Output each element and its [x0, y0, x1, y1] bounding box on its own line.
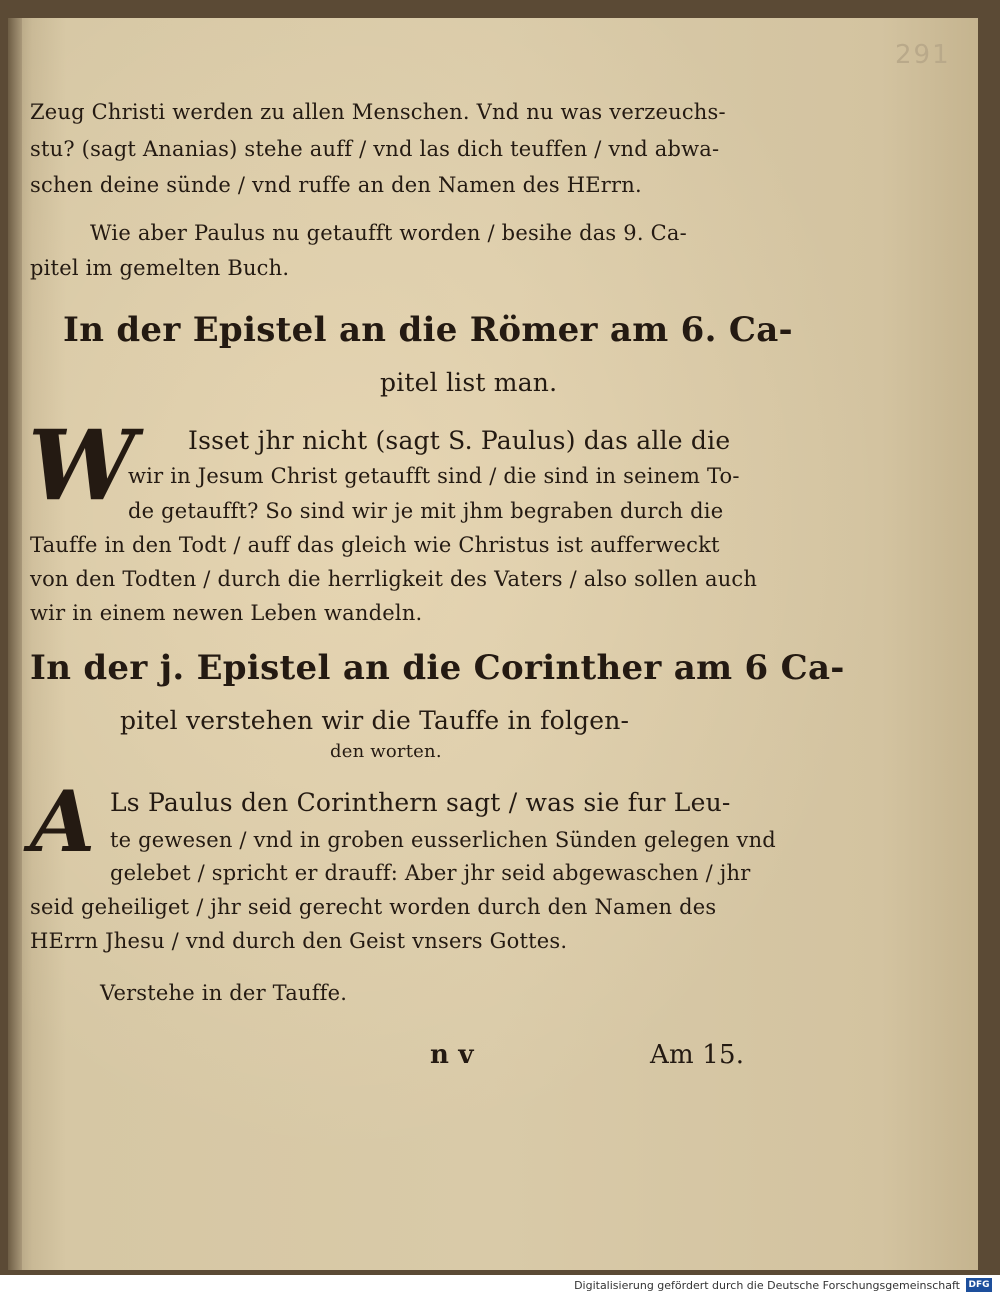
text-line: wir in Jesum Christ getaufft sind / die sind in seinem To-: [128, 464, 740, 488]
book-page: [8, 18, 978, 1270]
text-line: te gewesen / vnd in groben eusserlichen Sünden gelegen vnd: [110, 828, 776, 852]
text-line: seid geheiliget / jhr seid gerecht worden durch den Namen des: [30, 895, 717, 919]
drop-cap-initial: W: [28, 409, 136, 522]
text-line: HErrn Jhesu / vnd durch den Geist vnsers Gottes.: [30, 929, 568, 953]
text-line: Isset jhr nicht (sagt S. Paulus) das alle die: [188, 426, 731, 455]
section-heading: In der Epistel an die Römer am 6. Ca-: [63, 310, 793, 350]
text-line: Wie aber Paulus nu getaufft worden / besihe das 9. Ca-: [90, 221, 687, 245]
text-line: gelebet / spricht er drauff: Aber jhr seid abgewaschen / jhr: [110, 861, 751, 885]
text-line: de getaufft? So sind wir je mit jhm begraben durch die: [128, 499, 724, 523]
dfg-logo: DFG: [966, 1278, 992, 1292]
section-heading: In der j. Epistel an die Corinther am 6 Ca-: [30, 648, 845, 688]
text-line: Tauffe in den Todt / auff das gleich wie Christus ist aufferweckt: [30, 533, 720, 557]
section-heading: pitel verstehen wir die Tauffe in folgen-: [120, 706, 630, 735]
text-line: wir in einem newen Leben wandeln.: [30, 601, 423, 625]
section-heading: pitel list man.: [380, 368, 558, 397]
text-line: von den Todten / durch die herrligkeit des Vaters / also sollen auch: [30, 567, 758, 591]
text-line: pitel im gemelten Buch.: [30, 256, 290, 280]
funding-credit: Digitalisierung gefördert durch die Deutsche Forschungsgemeinschaft: [574, 1279, 960, 1292]
footer-bar: [0, 1275, 1000, 1297]
section-heading: den worten.: [330, 741, 442, 762]
text-line: Ls Paulus den Corinthern sagt / was sie fur Leu-: [110, 788, 731, 817]
closing-line: Verstehe in der Tauffe.: [100, 981, 348, 1005]
drop-cap-initial: A: [30, 772, 96, 871]
text-line: stu? (sagt Ananias) stehe auff / vnd las dich teuffen / vnd abwa-: [30, 137, 720, 161]
folio-number: 291: [895, 40, 951, 70]
text-line: schen deine sünde / vnd ruffe an den Namen des HErrn.: [30, 173, 642, 197]
signature-mark: n v: [430, 1040, 474, 1070]
text-line: Zeug Christi werden zu allen Menschen. Vnd nu was verzeuchs-: [30, 100, 726, 124]
catchword: Am 15.: [650, 1040, 745, 1070]
